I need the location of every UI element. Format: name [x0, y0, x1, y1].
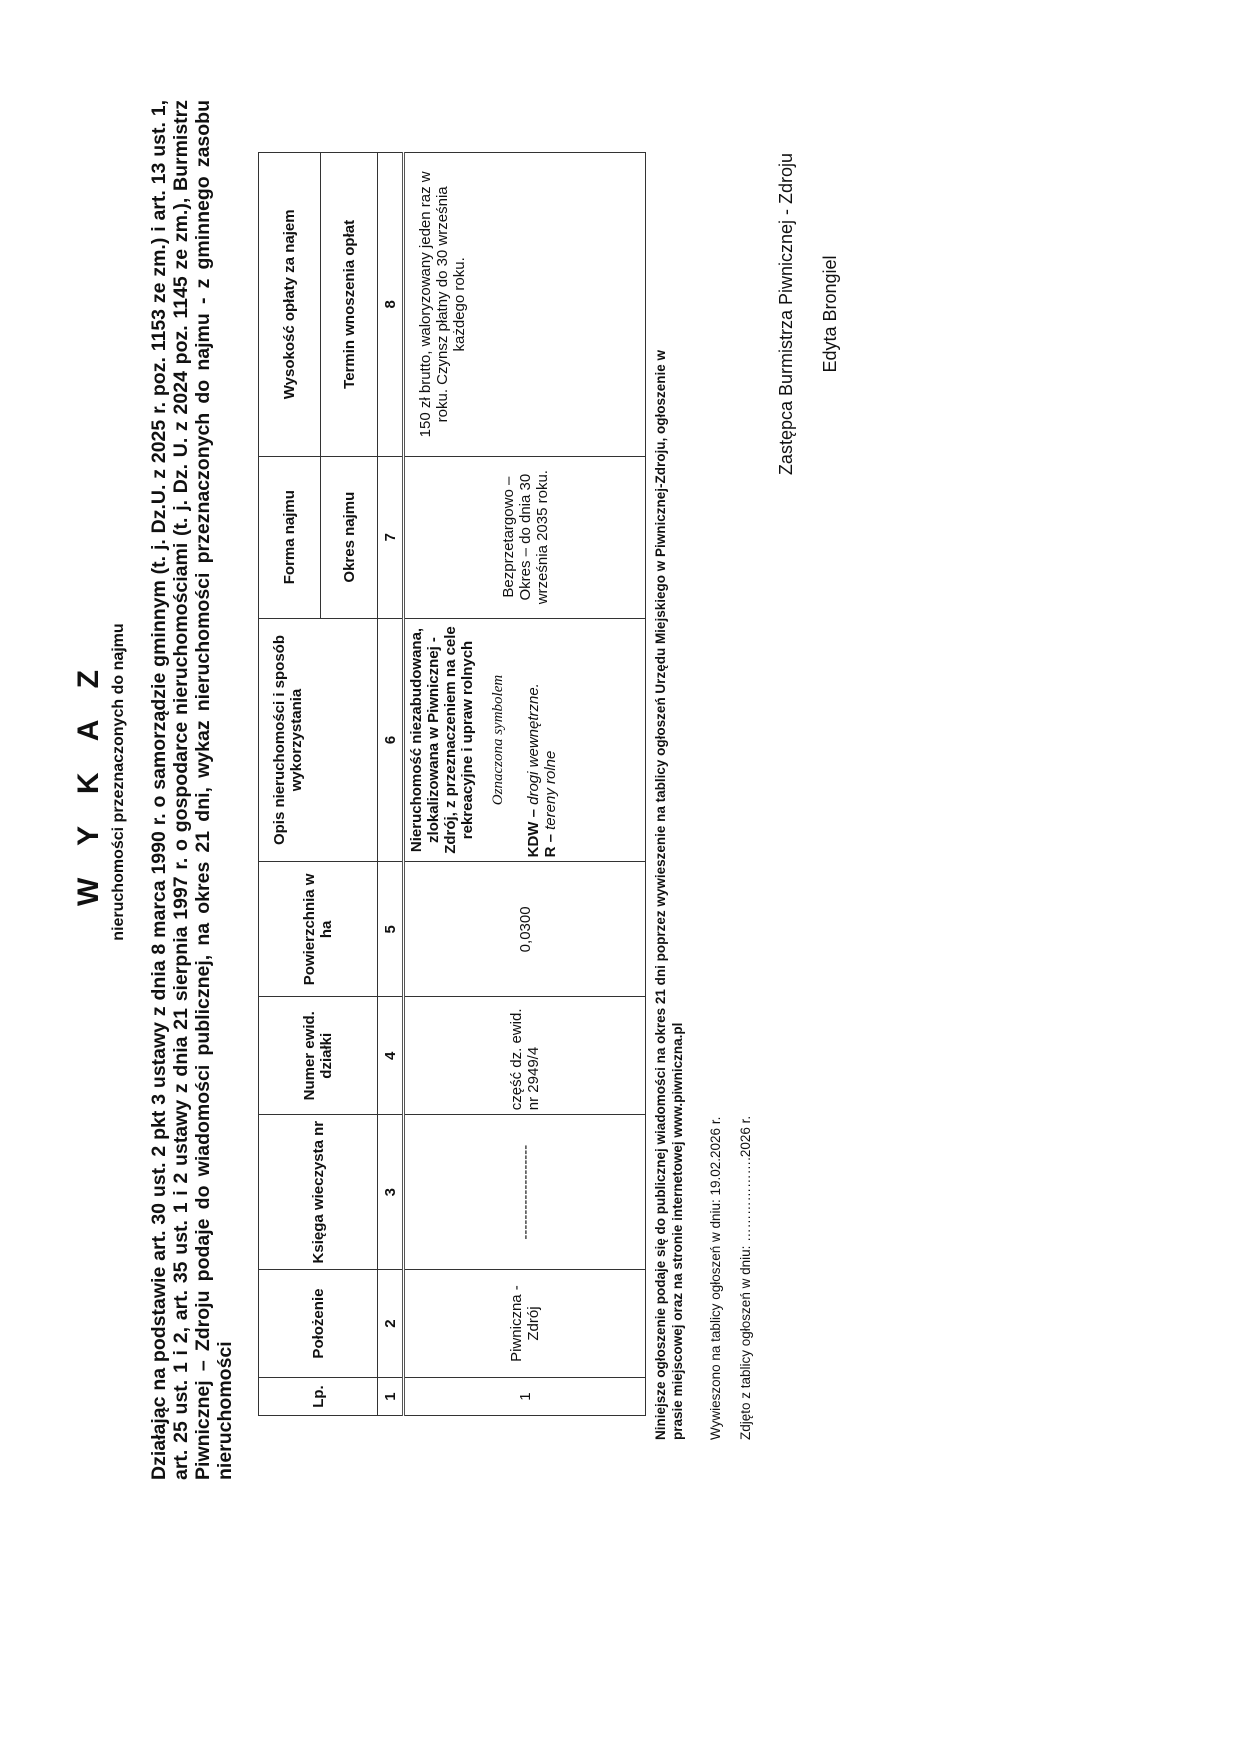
header-ksiega: Księga wieczysta nr: [259, 1115, 378, 1270]
column-number: 2: [378, 1270, 404, 1378]
header-numer: Numer ewid. działki: [259, 997, 378, 1115]
header-termin: Termin wnoszenia opłat: [321, 153, 378, 457]
cell-polozenie: Piwniczna - Zdrój: [404, 1270, 646, 1378]
page-subtitle: nieruchomości przeznaczonych do najmu: [110, 623, 127, 941]
legend-r: R – tereny rolne: [542, 750, 559, 858]
signature-role: Zastępca Burmistrza Piwnicznej - Zdroju: [776, 152, 796, 476]
header-polozenie: Położenie: [259, 1270, 378, 1378]
legend-kdw: KDW – drogi wewnętrzne.: [525, 683, 542, 858]
legend-desc: drogi wewnętrzne.: [525, 683, 542, 805]
legend-code: R: [542, 846, 559, 858]
column-number: 7: [378, 456, 404, 618]
header-lp: Lp.: [259, 1378, 378, 1416]
table-row: [404, 153, 646, 1416]
removed-date: Zdjęto z tablicy ogłoszeń w dniu: ……………….2026 r.: [738, 1115, 753, 1440]
column-number: 8: [378, 153, 404, 457]
column-numbers-row: [378, 153, 404, 1416]
cell-powierzchnia: 0,0300: [404, 862, 646, 997]
opis-main: Nieruchomość niezabudowana, zlokalizowana w Piwnicznej - Zdrój, z przeznaczeniem na cele rekreacyjne i upraw rolnych: [408, 626, 476, 854]
property-table: [258, 152, 646, 1416]
column-number: 3: [378, 1115, 404, 1270]
page-title: W Y K A Z: [72, 658, 105, 907]
footer-note: Niniejsze ogłoszenie podaje się do publicznej wiadomości na okres 21 dni poprzez wywieszenie na tablicy ogłoszeń Urzędu Miejskiego w Piwnicznej-Zdroju, ogłoszenie w prasie miejscowej oraz na stronie internetowej www.piwniczna.pl: [653, 350, 685, 1440]
legend-code: KDW: [525, 821, 542, 858]
header-forma: Forma najmu: [259, 456, 321, 618]
column-number: 6: [378, 618, 404, 862]
legend-desc: tereny rolne: [542, 750, 559, 830]
cell-lp: 1: [404, 1378, 646, 1416]
intro-paragraph: Działając na podstawie art. 30 ust. 2 pkt 3 ustawy z dnia 8 marca 1990 r. o samorządzie gminnym (t. j. Dz.U. z 2025 r. poz. 1153 ze zm.) i art. 13 ust. 1, art. 25 ust. 1 i 2, art. 35 ust. 1 i 2 ustawy z dnia 21 sierpnia 1997 r. o gospodarce nieruchomościami (t. j. Dz. U. z 2024 poz. 1145 ze zm.), Burmistrz Piwnicznej – Zdroju podaje do wiadomości publicznej, na okres 21 dni, wykaz nieruchomości przeznaczonych do najmu - z gminnego zasobu nieruchomości: [148, 100, 236, 1480]
column-number: 5: [378, 862, 404, 997]
posted-date: Wywieszono na tablicy ogłoszeń w dniu: 19.02.2026 r.: [708, 1116, 723, 1440]
cell-opis: [404, 618, 646, 862]
cell-oplata: 150 zł brutto, waloryzowany jeden raz w roku. Czynsz płatny do 30 września każdego roku.: [404, 153, 646, 457]
header-wysokosc: Wysokość opłaty za najem: [259, 153, 321, 457]
column-number: 4: [378, 997, 404, 1115]
header-powierzchnia: Powierzchnia w ha: [259, 862, 378, 997]
opis-symbol: Oznaczona symbolem: [490, 674, 506, 806]
header-okres: Okres najmu: [321, 456, 378, 618]
cell-ksiega: -------------------: [404, 1115, 646, 1270]
signature-name: Edyta Brongiel: [820, 255, 840, 373]
header-opis: Opis nieruchomości i sposób wykorzystania: [259, 618, 378, 862]
cell-forma-okres: Bezprzetargowo – Okres – do dnia 30 września 2035 roku.: [404, 456, 646, 618]
cell-numer: część dz. ewid. nr 2949/4: [404, 997, 646, 1115]
column-number: 1: [378, 1378, 404, 1416]
